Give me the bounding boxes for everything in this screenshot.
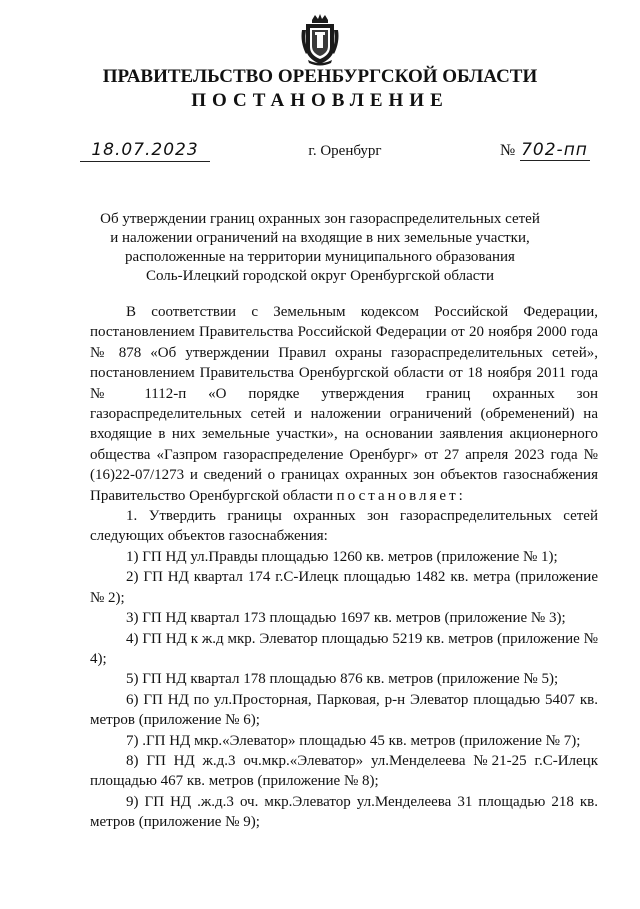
item-1-paragraph: 1. Утвердить границы охранных зон газораспределительных сетей следующих объектов газоснабжения: <box>90 508 598 545</box>
subitem-paragraph: 8) ГП НД ж.д.3 оч.мкр.«Элеватор» ул.Менделеева №21-25 г.С-Илецк площадью 467 кв. метров (приложение № 8); <box>90 752 598 790</box>
subject-line: и наложении ограничений на входящие в них земельные участки, <box>110 230 530 246</box>
number-value: 702-пп <box>521 140 588 160</box>
document-city: г. Оренбург <box>308 143 382 159</box>
document-date: 18.07.2023 <box>80 140 210 162</box>
document-body <box>90 302 598 833</box>
document-subject <box>80 210 560 286</box>
subject-line: расположенные на территории муниципального образования <box>125 249 515 265</box>
number-sign: № <box>500 142 516 159</box>
subitem-paragraph: 6) ГП НД по ул.Просторная, Парковая, р-н Элеватор площадью 5407 кв. метров (приложение № 6); <box>90 691 598 729</box>
subitem-paragraph: 3) ГП НД квартал 173 площадью 1697 кв. метров (приложение № 3); <box>126 610 566 627</box>
document-number <box>500 140 610 161</box>
subitem-paragraph: 9) ГП НД .ж.д.3 оч. мкр.Элеватор ул.Менделеева 31 площадью 218 кв. метров (приложение № 9); <box>90 793 598 831</box>
subitem-paragraph: 5) ГП НД квартал 178 площадью 876 кв. метров (приложение № 5); <box>126 671 559 688</box>
document-meta <box>0 140 640 166</box>
preamble-text: В соответствии с Земельным кодексом Российской Федерации, постановлением Правительства Российской Федерации от 20 ноября 2000 года № 878 «Об утверждении Правил охраны газораспределительных сетей», постановлением Правительства Оренбургской области от 18 ноября 2011 года № 1112-п «О порядке утверждения границ охранных зон газораспределительных сетей и наложении ограничений (обременений) на входящие в них земельные участки», на основании заявления акционерного общества «Газпром газораспределение Оренбург» от 27 апреля 2023 года № (16)22-07/1273 и сведений о границах охранных зон объектов газоснабжения Правительство Оренбургской области <box>90 304 598 504</box>
coat-of-arms-icon <box>298 14 342 66</box>
subitem-paragraph: 2) ГП НД квартал 174 г.С-Илецк площадью 1482 кв. метра (приложение № 2); <box>90 569 598 606</box>
subitem-paragraph: 7) .ГП НД мкр.«Элеватор» площадью 45 кв. метров (приложение № 7); <box>126 732 581 749</box>
subject-line: Соль-Илецкий городской округ Оренбургской области <box>146 268 494 284</box>
subject-line: Об утверждении границ охранных зон газораспределительных сетей <box>100 211 540 227</box>
preamble-paragraph <box>90 302 598 506</box>
subitem-paragraph: 4) ГП НД к ж.д мкр. Элеватор площадью 5219 кв. метров (приложение № 4); <box>90 630 598 667</box>
government-title: ПРАВИТЕЛЬСТВО ОРЕНБУРГСКОЙ ОБЛАСТИ <box>102 66 538 87</box>
document-type-title: ПОСТАНОВЛЕНИЕ <box>191 90 449 111</box>
subitem-paragraph: 1) ГП НД ул.Правды площадью 1260 кв. метров (приложение № 1); <box>126 548 558 565</box>
decree-word: постановляет: <box>336 487 466 504</box>
